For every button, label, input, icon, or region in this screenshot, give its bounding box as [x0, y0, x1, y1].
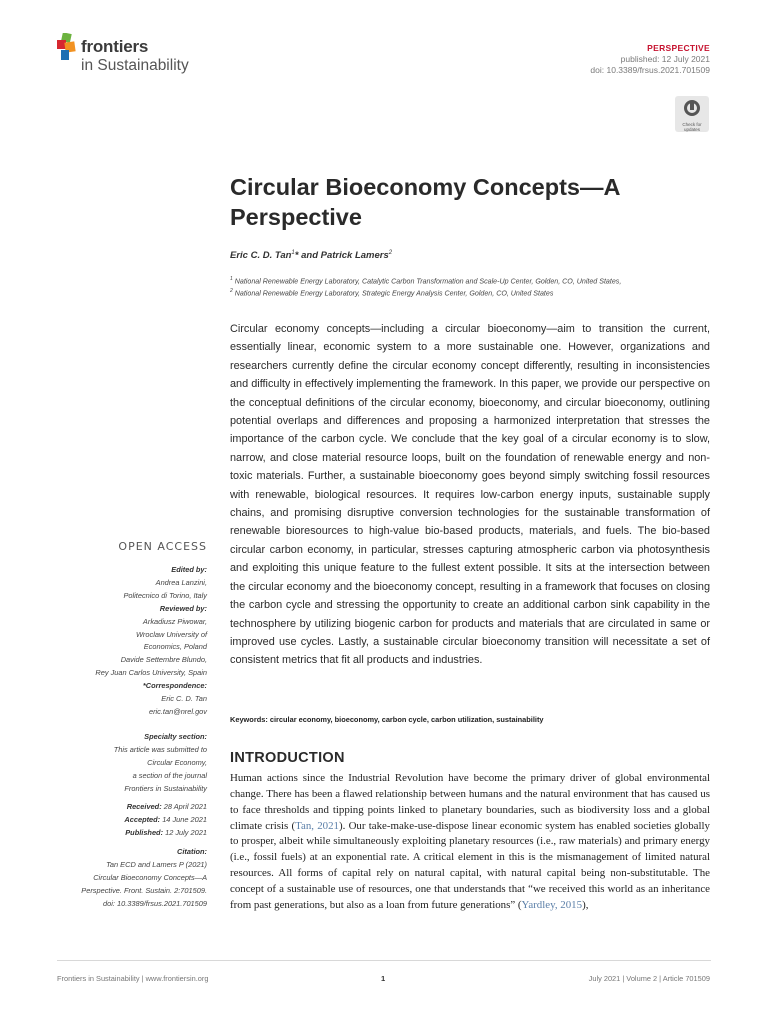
accepted-date: Accepted: 14 June 2021 — [124, 815, 207, 825]
doi-link[interactable]: doi: 10.3389/frsus.2021.701509 — [590, 65, 710, 75]
citation-link[interactable]: Yardley, 2015 — [521, 898, 583, 911]
reviewer: Arkadiusz Piwowar, — [142, 616, 207, 626]
check-for-updates-button[interactable] — [675, 96, 709, 132]
specialty-line: Circular Economy, — [147, 757, 207, 767]
citation-label: Citation: — [177, 847, 207, 857]
article-meta-header — [590, 43, 710, 76]
open-access-label: OPEN ACCESS — [118, 540, 207, 553]
citation-doi[interactable]: doi: 10.3389/frsus.2021.701509 — [103, 898, 207, 908]
author-separator: and — [298, 250, 321, 262]
citation-line: Tan ECD and Lamers P (2021) — [106, 860, 207, 870]
correspondence-label: *Correspondence: — [142, 681, 207, 691]
editor-affiliation: Politecnico di Torino, Italy — [123, 590, 207, 600]
section-heading-introduction: INTRODUCTION — [230, 750, 345, 766]
footer-divider — [57, 960, 711, 961]
keywords — [230, 715, 544, 724]
received-date: Received: 28 April 2021 — [126, 802, 207, 812]
reviewed-by-label: Reviewed by: — [159, 603, 207, 613]
published-date: published: 12 July 2021 — [620, 54, 710, 64]
reviewer: Davide Settembre Blundo, — [120, 655, 207, 665]
reviewer-affiliation: Rey Juan Carlos University, Spain — [95, 668, 207, 678]
corresponding-mark: * — [294, 250, 299, 262]
article-sidebar — [60, 540, 207, 911]
specialty-label: Specialty section: — [144, 731, 207, 741]
brand-name: frontiers — [81, 37, 149, 56]
check-updates-label: Check for updates — [682, 122, 702, 132]
edited-by-label: Edited by: — [171, 565, 207, 574]
article-type: PERSPECTIVE — [647, 43, 710, 53]
author-name[interactable]: Patrick Lamers — [320, 250, 389, 262]
footer-issue-info: July 2021 | Volume 2 | Article 701509 — [588, 974, 710, 983]
editor: Andrea Lanzini, — [155, 577, 207, 587]
affiliation-ref: 2 — [388, 250, 393, 256]
frontiers-logo-icon — [57, 33, 79, 61]
correspondent: Eric C. D. Tan — [161, 694, 207, 704]
article-title: Circular Bioeconomy Concepts—A Perspective — [230, 174, 620, 230]
specialty-line: a section of the journal — [132, 770, 207, 780]
affiliation-ref: 1 — [291, 250, 295, 256]
introduction-paragraph: Human actions since the Industrial Revolution have become the primary driver of global environmental change. There has been a flawed relationship between humans and the natural environment that has caused us to face thresholds and tipping points linked to planetary boundaries, such as biodiversity loss and a global climate crisis (Tan, 2021). Our take-make-use-dispose linear economic system has enabled societies globally to prosper, albeit while simultaneously exploiting planetary resources (i.e., raw materials) and primary energy (i.e., fossil fuels) at an exponential rate. A critical element in this is the mismanagement of limited natural resources. All forms of capital rely on natural capital, with natural capital being non-substitutable. The concept of a sustainable use of resources, one that understands that “we received this world as an inheritance from past generations, but also as a loan from future generations” (Yardley, 2015), — [230, 772, 710, 911]
footer-journal-link[interactable]: Frontiers in Sustainability | www.frontiersin.org — [57, 974, 209, 983]
correspondence-email[interactable]: eric.tan@nrel.gov — [148, 706, 207, 716]
page-number: 1 — [381, 974, 386, 983]
reviewer-affiliation: Wroclaw University of — [135, 629, 207, 639]
author-name[interactable]: Eric C. D. Tan — [230, 250, 292, 262]
affiliation: $^2$ National Renewable Energy Laboratory, Strategic Energy Analysis Center, Golden, CO, United States — [230, 288, 554, 298]
specialty-line: Frontiers in Sustainability — [124, 783, 207, 793]
keywords-list: circular economy, bioeconomy, carbon cycle, carbon utilization, sustainability — [269, 715, 544, 724]
keywords-label: Keywords: — [230, 715, 268, 724]
reviewer-affiliation: Economics, Poland — [143, 642, 207, 652]
published-date-sidebar: Published: 12 July 2021 — [125, 828, 207, 838]
citation-line: Perspective. Front. Sustain. 2:701509. — [81, 885, 207, 895]
author-list — [230, 250, 392, 261]
journal-logo[interactable] — [57, 33, 227, 81]
affiliation: $^1$ National Renewable Energy Laboratory, Catalytic Carbon Transformation and Scale-Up Center, Golden, CO, United States, — [230, 276, 622, 286]
specialty-line: This article was submitted to — [113, 744, 207, 754]
abstract: Circular economy concepts—including a circular bioeconomy—aim to transition the current, essentially linear, economic system to a more sustainable one. However, organizations and researchers currently define the circular economy concept differently, resulting in inconsistencies and difficulty in effectively implementing the framework. In this paper, we provide our perspective on the conceptual definitions of the circular economy, bioeconomy, and circular bioeconomy, outlining potential overlaps and differences and proposing a harmonized interpretation that stresses the importance of the carbon cycle. We conclude that the key goal of a circular economy is to slow, narrow, and close material resource loops, built on the foundation of renewable energy and non-toxic materials. Further, a sustainable bioeconomy goes beyond simply switching fossil resources with renewable, biological resources. It requires low-carbon energy inputs, sustainable supply chains, and promising disruptive conversion technologies for the sustainable transformation of renewable bioresources to high-value bio-based products, materials, and fuels. The bio-based circular carbon economy, in particular, stresses capturing atmospheric carbon via photosynthesis and exploiting this unique feature to the fullest extent possible. It sits at the intersection between the circular economy and the bioeconomy concept, resulting in a framework that focuses on closing the carbon cycle and stressing the opportunity to create an additional carbon sink capability in the technosphere by utilizing biogenic carbon for products and materials that are circulated in same or improved use cycles. Lastly, a sustainable circular bioeconomy transition will necessitate a set of consistent metrics that fit all products and industries. — [230, 323, 710, 667]
journal-name: in Sustainability — [81, 57, 189, 74]
citation-line: Circular Bioeconomy Concepts—A — [93, 872, 207, 882]
check-updates-icon — [683, 99, 701, 117]
citation-link[interactable]: Tan, 2021 — [295, 819, 339, 832]
